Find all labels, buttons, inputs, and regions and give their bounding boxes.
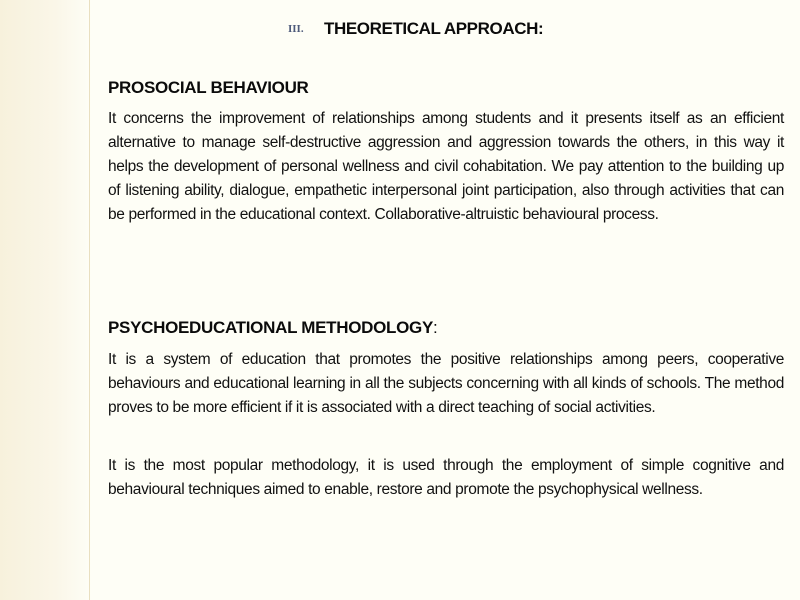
section-title-suffix: : <box>433 318 438 337</box>
decorative-divider <box>89 0 90 600</box>
slide-heading <box>288 14 768 44</box>
paragraph-psychoeducational-2: It is the most popular methodology, it is used through the employment of simple cognitive and behavioural techniques aimed to enable, restore and promote the psychophysical wellness. <box>108 457 784 498</box>
decorative-left-band <box>0 0 92 600</box>
section-title-psychoeducational <box>108 318 437 338</box>
section-title-prosocial <box>108 78 309 98</box>
heading-numeral: III. <box>288 23 304 35</box>
paragraph-prosocial: It concerns the improvement of relationships among students and it presents itself as an efficient alternative to manage self-destructive aggression and aggression towards the others, in this way it helps the development of personal wellness and civil cohabitation. We pay attention to the building up of listening ability, dialogue, empathetic interpersonal joint participation, also through activities that can be performed in the educational context. Collaborative-altruistic behavioural process. <box>108 110 784 223</box>
section-title-text: PSYCHOEDUCATIONAL METHODOLOGY <box>108 318 434 337</box>
paragraph-psychoeducational-1: It is a system of education that promotes the positive relationships among peers, cooperative behaviours and educational learning in all the subjects concerning with all kinds of schools. The method proves to be more efficient if it is associated with a direct teaching of social activities. <box>108 351 784 416</box>
heading-title: THEORETICAL APPROACH: <box>324 19 544 38</box>
section-title-text: PROSOCIAL BEHAVIOUR <box>108 78 309 97</box>
